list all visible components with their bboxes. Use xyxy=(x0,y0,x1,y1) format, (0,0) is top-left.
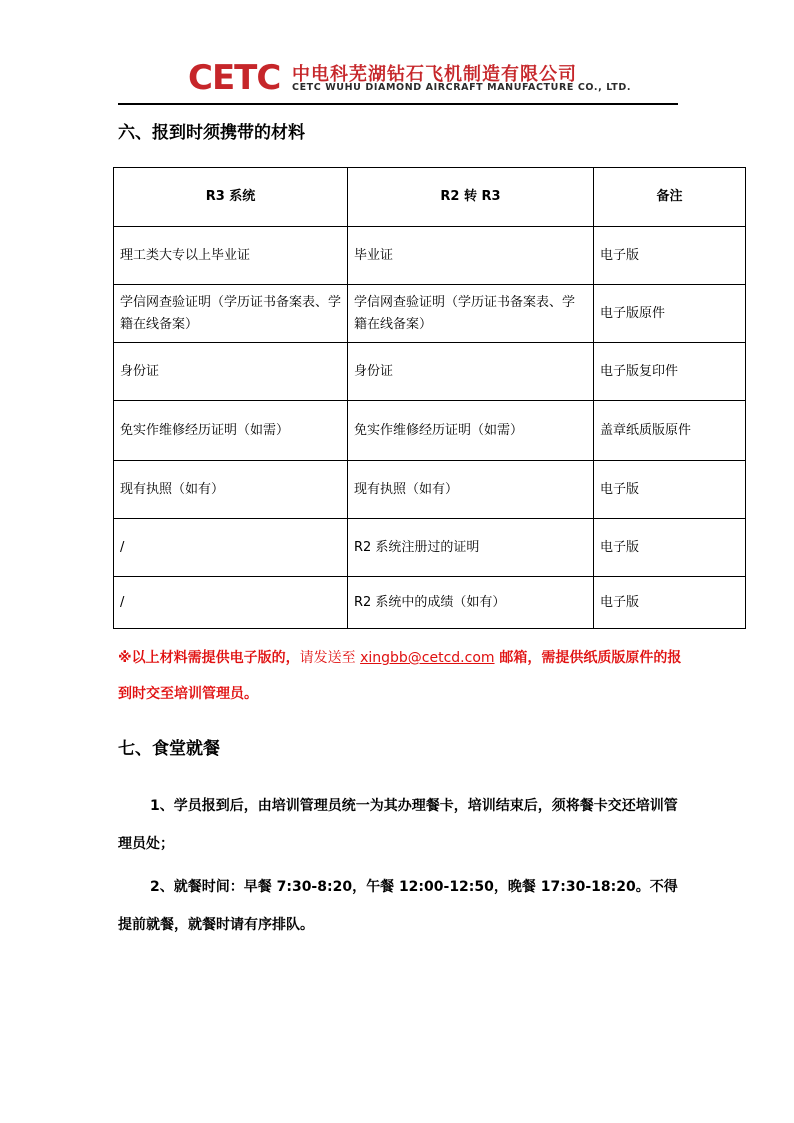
table-header-row xyxy=(114,168,746,227)
submission-note xyxy=(118,640,683,712)
table-cell: 电子版 xyxy=(594,519,746,577)
table-cell: 学信网查验证明（学历证书备案表、学籍在线备案） xyxy=(114,285,348,343)
table-row xyxy=(114,343,746,401)
email-link[interactable]: xingbb@cetcd.com xyxy=(360,650,495,666)
column-header-r2-to-r3: R2 转 R3 xyxy=(348,168,594,227)
company-name-en: CETC WUHU DIAMOND AIRCRAFT MANUFACTURE CO., LTD. xyxy=(292,82,632,93)
table-cell: R2 系统注册过的证明 xyxy=(348,519,594,577)
table-cell: 毕业证 xyxy=(348,227,594,285)
section-title-materials: 六、报到时须携带的材料 xyxy=(118,123,305,143)
section-title-canteen: 七、食堂就餐 xyxy=(118,739,220,759)
column-header-r3: R3 系统 xyxy=(114,168,348,227)
table-row xyxy=(114,401,746,461)
column-header-remarks: 备注 xyxy=(594,168,746,227)
company-name-cn: 中电科芜湖钻石飞机制造有限公司 xyxy=(292,64,577,85)
table-row xyxy=(114,577,746,629)
table-cell: 理工类大专以上毕业证 xyxy=(114,227,348,285)
table-cell: 现有执照（如有） xyxy=(348,461,594,519)
table-cell: 电子版复印件 xyxy=(594,343,746,401)
note-text-3: 邮箱，需提供纸质版原件的报到时交至培训管理员。 xyxy=(118,650,682,702)
meal-times-paragraph: 2、就餐时间：早餐 7:30-8:20，午餐 12:00-12:50，晚餐 17:30-18:20。不得提前就餐，就餐时请有序排队。 xyxy=(118,879,678,933)
table-cell: 电子版 xyxy=(594,577,746,629)
table-row xyxy=(114,461,746,519)
cetc-logo xyxy=(188,58,296,94)
page-header xyxy=(188,58,632,98)
table-cell: 学信网查验证明（学历证书备案表、学籍在线备案） xyxy=(348,285,594,343)
table-cell: / xyxy=(114,577,348,629)
canteen-card-paragraph: 1、学员报到后，由培训管理员统一为其办理餐卡，培训结束后，须将餐卡交还培训管理员处； xyxy=(118,798,678,852)
header-divider xyxy=(118,103,678,105)
table-cell: / xyxy=(114,519,348,577)
table-cell: 身份证 xyxy=(348,343,594,401)
table-cell: 免实作维修经历证明（如需） xyxy=(348,401,594,461)
table-row xyxy=(114,227,746,285)
materials-table xyxy=(113,167,746,629)
table-cell: 身份证 xyxy=(114,343,348,401)
table-cell: 电子版 xyxy=(594,461,746,519)
table-row xyxy=(114,519,746,577)
note-text-1: ※以上材料需提供电子版的， xyxy=(118,650,300,666)
table-cell: 电子版原件 xyxy=(594,285,746,343)
note-text-2: 请发送至 xyxy=(299,650,361,666)
cetc-logo-text: CETC xyxy=(188,58,281,94)
table-cell: 现有执照（如有） xyxy=(114,461,348,519)
table-cell: 免实作维修经历证明（如需） xyxy=(114,401,348,461)
table-cell: R2 系统中的成绩（如有） xyxy=(348,577,594,629)
table-cell: 盖章纸质版原件 xyxy=(594,401,746,461)
table-row xyxy=(114,285,746,343)
table-cell: 电子版 xyxy=(594,227,746,285)
